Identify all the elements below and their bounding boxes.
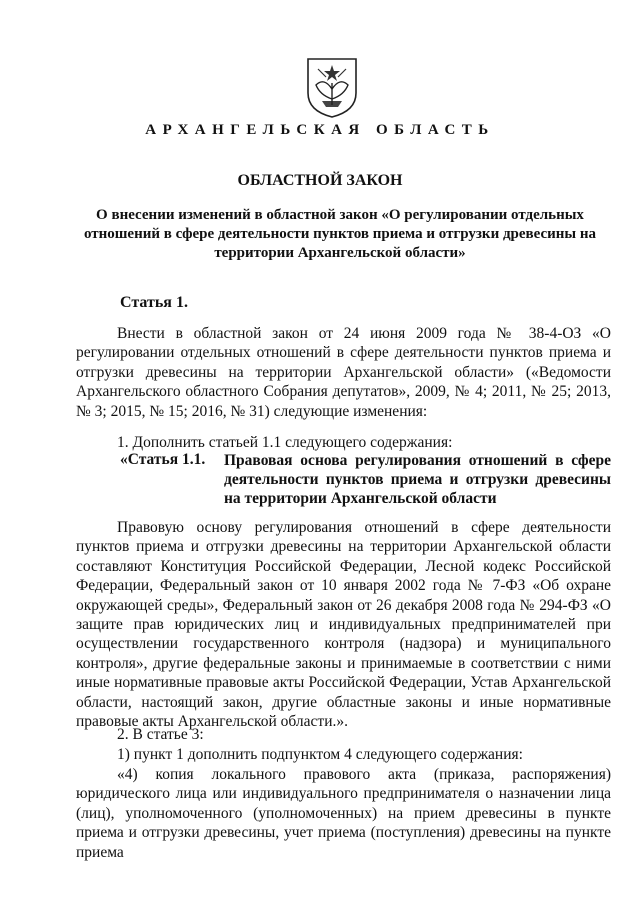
region-name: АРХАНГЕЛЬСКАЯ ОБЛАСТЬ bbox=[145, 122, 495, 138]
amendment-paragraph: Внести в областной закон от 24 июня 2009 года № 38-4-ОЗ «О регулировании отдельных отношений в сфере деятельности пунктов приема и отгрузки древесины на территории Архангельской области» («Ведомости Архангельского областного Собрания депутатов», 2009, № 4; 2011, № 25; 2013, № 3; 2015, № 15; 2016, № 31) следующие изменения: bbox=[76, 325, 611, 420]
item-1: 1. Дополнить статьей 1.1 следующего содержания: bbox=[117, 434, 453, 451]
law-title: О внесении изменений в областной закон «О регулировании отдельных отношений в сфере деятельности пунктов приема и отгрузки древесины на территории Архангельской области» bbox=[83, 207, 597, 261]
subpoint-1: 1) пункт 1 дополнить подпунктом 4 следующего содержания: bbox=[117, 746, 523, 763]
article-heading: Статья 1. bbox=[120, 294, 188, 311]
item-2: 2. В статье 3: bbox=[117, 726, 204, 743]
legal-basis-paragraph: Правовую основу регулирования отношений в сфере деятельности пунктов приема и отгрузки древесины на территории Архангельской области составляют Конституция Российской Федерации, Лесной кодекс Российской Федерации, Федеральный закон от 10 января 2002 года № 7-ФЗ «Об охране окружающей среды», Федеральный закон от 26 декабря 2008 года № 294-ФЗ «О защите прав юридических лиц и индивидуальных предпринимателей при осуществлении государственного контроля (надзора) и муниципального контроля», другие федеральные законы и принимаемые в соответствии с ними иные нормативные правовые акты Российской Федерации, Устав Архангельской области, настоящий закон, другие областные законы и иные нормативные правовые акты Архангельской области.». bbox=[76, 519, 611, 731]
quoted-subpoint-4: «4) копия локального правового акта (приказа, распоряжения) юридического лица или индивидуального предпринимателя о назначении лица (лиц), уполномоченного (уполномоченных) на прием древесины в пункте приема и отгрузки древесины, учет приема (поступления) древесины на пункте приема bbox=[76, 766, 611, 861]
law-type: ОБЛАСТНОЙ ЗАКОН bbox=[237, 172, 403, 189]
quoted-article-label: «Статья 1.1. bbox=[120, 451, 206, 468]
quoted-article-title: Правовая основа регулирования отношений в сфере деятельности пунктов приема и отгрузки древесины на территории Архангельской области bbox=[224, 452, 611, 507]
coat-of-arms-icon bbox=[300, 55, 364, 119]
